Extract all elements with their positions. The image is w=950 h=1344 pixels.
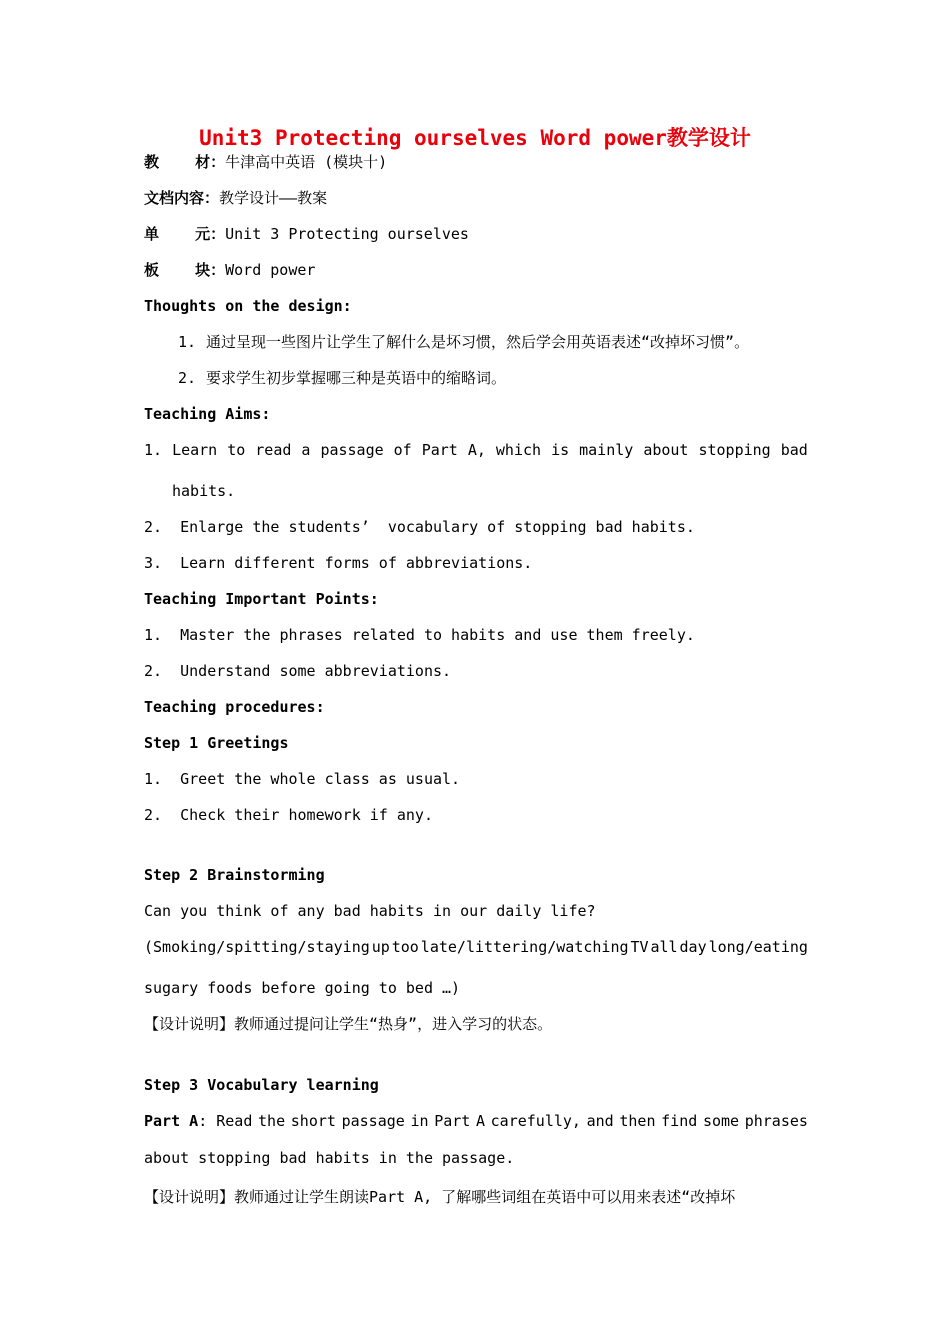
points-heading: Teaching Important Points: — [144, 590, 379, 608]
word: passage — [341, 1112, 405, 1130]
step2-question: Can you think of any bad habits in our daily life? — [144, 902, 596, 920]
step2-heading: Step 2 Brainstorming — [144, 866, 325, 884]
meta-content-type — [144, 188, 327, 208]
points-item-1: 1. Master the phrases related to habits and use them freely. — [144, 626, 695, 644]
word: Part — [434, 1112, 471, 1130]
word: in — [410, 1112, 429, 1130]
word: some — [702, 1112, 740, 1130]
word: read — [255, 441, 292, 459]
word: bad — [780, 441, 808, 459]
word: stopping — [698, 441, 771, 459]
word: about — [643, 441, 689, 459]
step1-item-2: 2. Check their homework if any. — [144, 806, 433, 824]
word: : Read — [198, 1112, 253, 1130]
word: TV — [630, 938, 649, 956]
procedures-heading: Teaching procedures: — [144, 698, 325, 716]
meta-label: 文档内容： — [144, 189, 220, 207]
list-text: 要求学生初步掌握哪三种是英语中的缩略词。 — [206, 369, 507, 387]
meta-label: 教 材： — [144, 153, 226, 171]
word: phrases — [744, 1112, 808, 1130]
aims-item-1-line-2: habits. — [172, 482, 236, 500]
list-number: 1. — [178, 333, 197, 351]
step3-part-a-line-2: about stopping bad habits in the passage. — [144, 1149, 515, 1167]
word: mainly — [579, 441, 634, 459]
part-a-label: Part A — [144, 1112, 199, 1130]
word: the — [258, 1112, 286, 1130]
list-text: 通过呈现一些图片让学生了解什么是坏习惯，然后学会用英语表述“改掉坏习惯”。 — [206, 333, 750, 351]
part-a-lead — [144, 1111, 252, 1131]
meta-unit — [144, 224, 469, 244]
word: to — [227, 441, 246, 459]
word: short — [290, 1112, 336, 1130]
word: late/littering/watching — [420, 938, 629, 956]
step3-design-note: 【设计说明】教师通过让学生朗读Part A, 了解哪些词组在英语中可以用来表述“改掉坏 — [144, 1188, 736, 1206]
word: A, — [467, 441, 486, 459]
design-heading: Thoughts on the design: — [144, 297, 352, 315]
step2-design-note: 【设计说明】教师通过提问让学生“热身”，进入学习的状态。 — [144, 1015, 553, 1033]
meta-label: 单 元： — [144, 225, 226, 243]
step3-heading: Step 3 Vocabulary learning — [144, 1076, 379, 1094]
word: carefully, — [490, 1112, 581, 1130]
step2-examples-line-2: sugary foods before going to bed …) — [144, 979, 461, 997]
meta-value: 教学设计——教案 — [219, 189, 328, 207]
aims-item-1-line-1 — [144, 440, 808, 460]
meta-value: Unit 3 Protecting ourselves — [225, 225, 469, 243]
word: of — [393, 441, 412, 459]
word: Part — [421, 441, 458, 459]
word: passage — [320, 441, 384, 459]
word: find — [661, 1112, 698, 1130]
word: (Smoking/spitting/staying — [144, 938, 370, 956]
word: is — [551, 441, 570, 459]
aims-heading: Teaching Aims: — [144, 405, 271, 423]
word: long/eating — [708, 938, 808, 956]
word: 1. — [144, 441, 163, 459]
word: day — [679, 938, 707, 956]
meta-section — [144, 260, 315, 280]
word: which — [495, 441, 542, 459]
word: A — [475, 1112, 485, 1130]
word: and — [586, 1112, 614, 1130]
list-number: 2. — [178, 369, 197, 387]
step1-item-1: 1. Greet the whole class as usual. — [144, 770, 461, 788]
meta-textbook — [144, 152, 387, 172]
design-item — [178, 332, 749, 352]
word: a — [301, 441, 311, 459]
word: up — [371, 938, 390, 956]
meta-value: Word power — [225, 261, 316, 279]
word: then — [619, 1112, 656, 1130]
design-item — [178, 368, 506, 388]
word: too — [391, 938, 419, 956]
points-item-2: 2. Understand some abbreviations. — [144, 662, 452, 680]
step3-part-a-line-1 — [144, 1111, 808, 1131]
meta-label: 板 块： — [144, 261, 226, 279]
meta-value: 牛津高中英语 (模块十) — [225, 153, 388, 171]
word: all — [650, 938, 678, 956]
aims-item-2: 2. Enlarge the students’ vocabulary of stopping bad habits. — [144, 518, 695, 536]
step2-examples-line-1 — [144, 937, 808, 957]
aims-item-3: 3. Learn different forms of abbreviations. — [144, 554, 533, 572]
step1-heading: Step 1 Greetings — [144, 734, 289, 752]
document-title: Unit3 Protecting ourselves Word power教学设计 — [199, 126, 751, 150]
word: Learn — [172, 441, 218, 459]
